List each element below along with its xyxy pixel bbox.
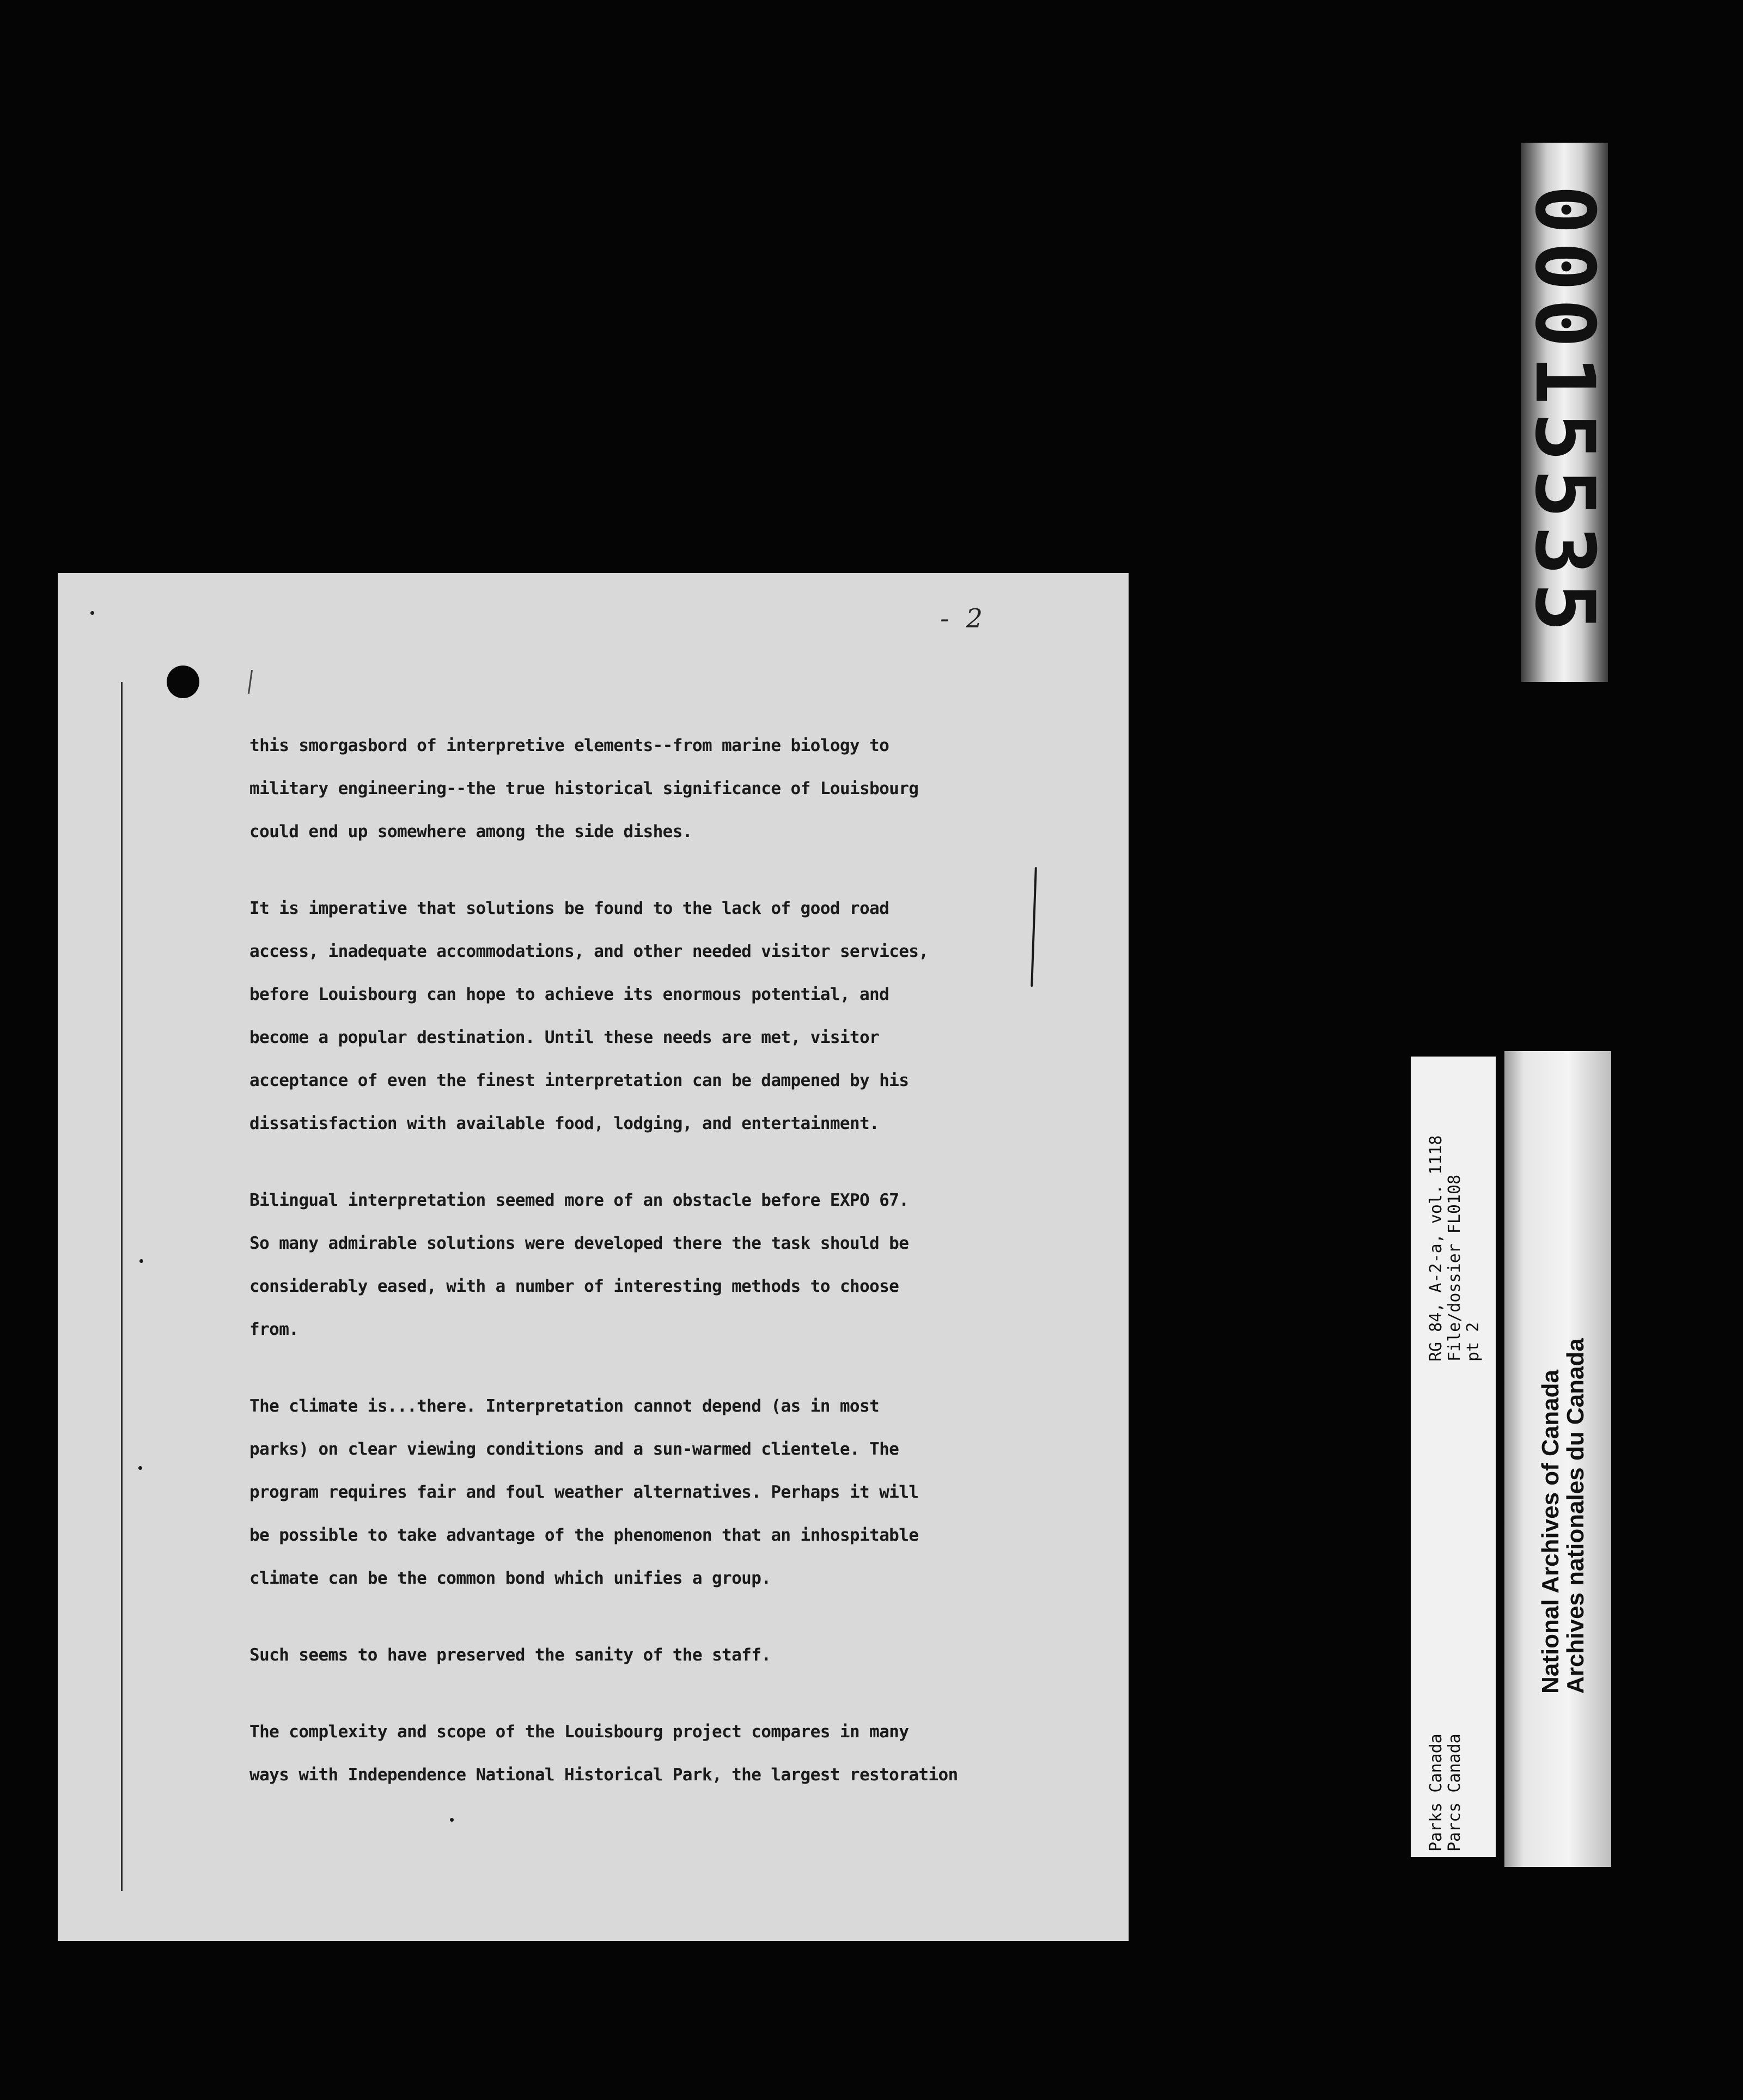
agency-line: Parcs Canada <box>1445 1733 1464 1852</box>
paragraph <box>249 1179 1088 1351</box>
page-number: - 2 <box>940 603 988 634</box>
paragraph <box>249 887 1088 1145</box>
text-line: could end up somewhere among the side dishes. <box>249 822 692 841</box>
text-line: The climate is...there. Interpretation cannot depend (as in most <box>249 1396 880 1416</box>
pencil-tick-mark <box>248 670 253 694</box>
text-line: parks) on clear viewing conditions and a sun-warmed clientele. The <box>249 1439 899 1459</box>
reference-line: File/dossier FL0108 <box>1445 1174 1464 1362</box>
reference-line: pt 2 <box>1464 1322 1483 1362</box>
text-line: be possible to take advantage of the phenomenon that an inhospitable <box>249 1525 919 1545</box>
text-line: climate can be the common bond which unifies a group. <box>249 1568 771 1588</box>
reel-number-label <box>1517 143 1612 682</box>
punch-hole <box>167 666 199 698</box>
margin-line <box>121 682 123 1891</box>
text-line: Bilingual interpretation seemed more of an obstacle before EXPO 67. <box>249 1191 909 1210</box>
archive-label <box>1504 1051 1611 1867</box>
agency-text <box>1427 1733 1464 1852</box>
text-line: access, inadequate accommodations, and other needed visitor services, <box>249 942 929 961</box>
archive-line: Archives nationales du Canada <box>1562 1338 1589 1694</box>
speck <box>90 611 94 615</box>
paragraph <box>249 1385 1088 1600</box>
paragraph <box>249 1634 1088 1677</box>
reel-number: 00015535 <box>1517 185 1612 640</box>
speck <box>138 1466 142 1470</box>
reference-label <box>1411 1057 1496 1857</box>
reference-line: RG 84, A-2-a, vol. 1118 <box>1427 1135 1446 1362</box>
reference-text <box>1427 1136 1483 1362</box>
text-line: So many admirable solutions were developed there the task should be <box>249 1234 909 1253</box>
agency-line: Parks Canada <box>1427 1733 1446 1852</box>
archive-line: National Archives of Canada <box>1537 1370 1564 1694</box>
text-line: It is imperative that solutions be found to the lack of good road <box>249 899 889 918</box>
text-line: acceptance of even the finest interpretation can be dampened by his <box>249 1071 909 1090</box>
text-line: from. <box>249 1320 299 1339</box>
text-line: Such seems to have preserved the sanity of the staff. <box>249 1645 771 1665</box>
text-line: The complexity and scope of the Louisbourg project compares in many <box>249 1722 909 1742</box>
text-line: considerably eased, with a number of interesting methods to choose <box>249 1277 899 1296</box>
text-line: ways with Independence National Historical Park, the largest restoration <box>249 1765 958 1785</box>
text-line: this smorgasbord of interpretive elements--from marine biology to <box>249 736 889 755</box>
text-line: before Louisbourg can hope to achieve its enormous potential, and <box>249 985 889 1004</box>
text-line: military engineering--the true historical significance of Louisbourg <box>249 779 919 798</box>
archive-text <box>1538 1338 1588 1694</box>
text-line: dissatisfaction with available food, lodging, and entertainment. <box>249 1114 880 1133</box>
paragraph <box>249 724 1088 853</box>
paragraph <box>249 1711 1088 1797</box>
text-line: become a popular destination. Until these needs are met, visitor <box>249 1028 880 1047</box>
body-text <box>249 724 1088 1830</box>
speck <box>139 1259 143 1263</box>
text-line: program requires fair and foul weather alternatives. Perhaps it will <box>249 1482 919 1502</box>
document-page <box>58 573 1129 1941</box>
